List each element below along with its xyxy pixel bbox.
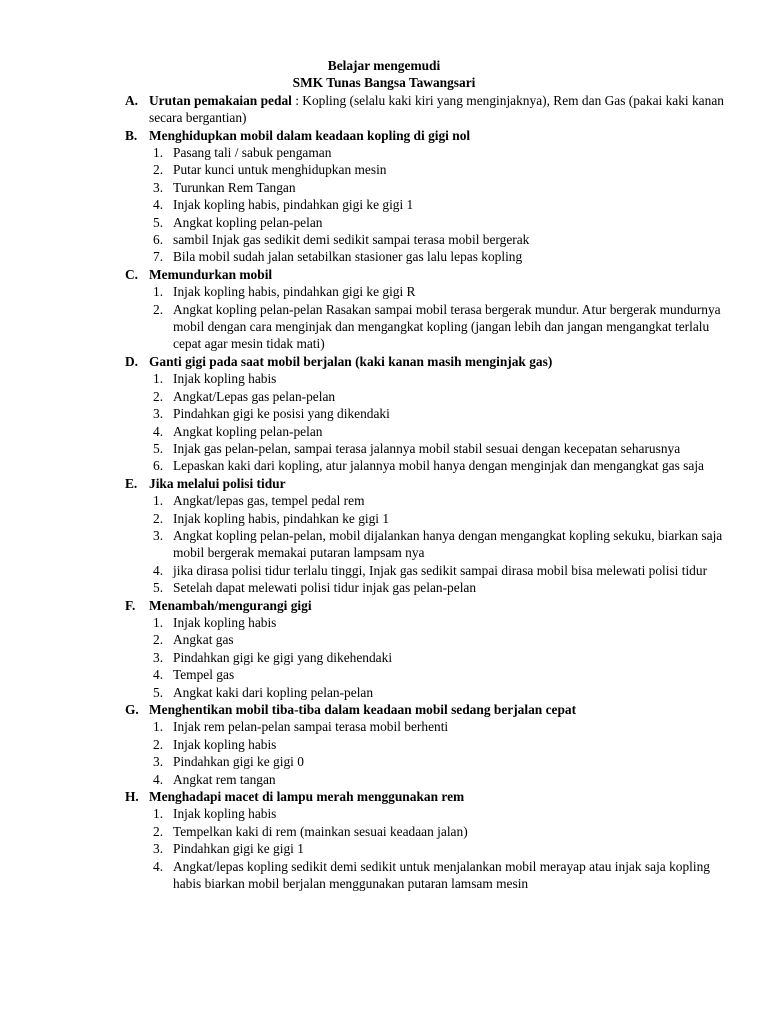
section-heading-line <box>149 701 725 718</box>
list-item <box>149 823 725 840</box>
step-number: 3. <box>153 649 164 665</box>
step-number: 3. <box>153 179 164 195</box>
step-number: 2. <box>153 162 164 178</box>
step-number: 5. <box>153 684 164 700</box>
step-number: 2. <box>153 736 164 752</box>
step-text: Bila mobil sudah jalan setabilkan stasioner gas lalu lepas kopling <box>173 249 523 265</box>
step-text: Angkat gas <box>173 632 234 648</box>
step-number: 3. <box>153 406 164 422</box>
list-item <box>149 196 725 213</box>
step-text: Injak kopling habis, pindahkan gigi ke gigi R <box>173 284 416 300</box>
step-text: Angkat rem tangan <box>173 771 276 787</box>
step-number: 4. <box>153 562 164 578</box>
section <box>125 597 725 701</box>
step-number: 1. <box>153 493 164 509</box>
step-text: Pindahkan gigi ke gigi 1 <box>173 841 304 857</box>
section-letter: G. <box>125 702 139 718</box>
section <box>125 475 725 597</box>
step-text: Angkat kaki dari kopling pelan-pelan <box>173 684 374 700</box>
list-item <box>149 840 725 857</box>
section-heading-line <box>149 788 725 805</box>
step-text: jika dirasa polisi tidur terlalu tinggi, Injak gas sedikit sampai dirasa mobil bisa melewati polisi tidur <box>173 562 708 578</box>
step-number: 1. <box>153 614 164 630</box>
document-title: Belajar mengemudi <box>327 58 441 73</box>
step-number: 1. <box>153 806 164 822</box>
section-heading-line <box>149 127 725 144</box>
document-body <box>125 92 725 893</box>
step-text: Injak kopling habis, pindahkan gigi ke gigi 1 <box>173 197 414 213</box>
step-text: sambil Injak gas sedikit demi sedikit sampai terasa mobil bergerak <box>173 232 530 248</box>
list-item <box>149 161 725 178</box>
section <box>125 788 725 892</box>
section-heading-line <box>149 475 725 492</box>
step-text: Pindahkan gigi ke gigi yang dikehendaki <box>173 649 393 665</box>
list-item <box>149 562 725 579</box>
section-heading: Urutan pemakaian pedal <box>149 92 292 108</box>
list-item <box>149 214 725 231</box>
section-letter: E. <box>125 475 138 491</box>
step-text: Injak kopling habis <box>173 806 277 822</box>
list-item <box>149 440 725 457</box>
step-text: Pindahkan gigi ke posisi yang dikendaki <box>173 406 390 422</box>
list-item <box>149 231 725 248</box>
step-list <box>149 283 725 353</box>
step-number: 2. <box>153 823 164 839</box>
section-heading: Ganti gigi pada saat mobil berjalan (kaki kanan masih menginjak gas) <box>149 353 553 369</box>
list-item <box>149 492 725 509</box>
step-number: 3. <box>153 527 164 543</box>
step-number: 2. <box>153 632 164 648</box>
step-number: 6. <box>153 458 164 474</box>
section-heading: Menghentikan mobil tiba-tiba dalam keadaan mobil sedang berjalan cepat <box>149 702 577 718</box>
list-item <box>149 718 725 735</box>
list-item <box>149 753 725 770</box>
step-text: Injak kopling habis <box>173 736 277 752</box>
step-number: 1. <box>153 145 164 161</box>
step-list <box>149 718 725 788</box>
step-number: 2. <box>153 301 164 317</box>
section-heading: Menghidupkan mobil dalam keadaan kopling di gigi nol <box>149 127 471 143</box>
step-text: Pindahkan gigi ke gigi 0 <box>173 754 304 770</box>
step-number: 1. <box>153 719 164 735</box>
step-list <box>149 370 725 474</box>
step-number: 4. <box>153 423 164 439</box>
step-number: 2. <box>153 510 164 526</box>
step-text: Angkat/lepas gas, tempel pedal rem <box>173 493 365 509</box>
section-letter: H. <box>125 789 139 805</box>
step-number: 7. <box>153 249 164 265</box>
list-item <box>149 631 725 648</box>
list-item <box>149 579 725 596</box>
section-letter: C. <box>125 266 139 282</box>
step-text: Tempelkan kaki di rem (mainkan sesuai keadaan jalan) <box>173 823 468 839</box>
step-list <box>149 144 725 266</box>
list-item <box>149 614 725 631</box>
step-text: Angkat kopling pelan-pelan <box>173 423 323 439</box>
section-letter: D. <box>125 353 139 369</box>
section <box>125 701 725 788</box>
list-item <box>149 423 725 440</box>
list-item <box>149 684 725 701</box>
section-heading-line <box>149 266 725 283</box>
step-text: Angkat kopling pelan-pelan <box>173 214 323 230</box>
section-heading-line <box>149 353 725 370</box>
section-heading-line <box>149 597 725 614</box>
list-item <box>149 405 725 422</box>
list-item <box>149 370 725 387</box>
step-text: Injak kopling habis <box>173 614 277 630</box>
step-text: Injak kopling habis, pindahkan ke gigi 1 <box>173 510 390 526</box>
step-list <box>149 492 725 596</box>
list-item <box>149 805 725 822</box>
list-item <box>149 527 725 562</box>
step-number: 5. <box>153 440 164 456</box>
section-heading: Menambah/mengurangi gigi <box>149 597 312 613</box>
step-text: Injak rem pelan-pelan sampai terasa mobil berhenti <box>173 719 449 735</box>
section-letter: B. <box>125 127 138 143</box>
step-text: Lepaskan kaki dari kopling, atur jalannya mobil hanya dengan menginjak dan mengangkat gas saja <box>173 458 704 474</box>
step-number: 4. <box>153 197 164 213</box>
step-text: Injak kopling habis <box>173 371 277 387</box>
step-text: Pasang tali / sabuk pengaman <box>173 145 332 161</box>
list-item <box>149 144 725 161</box>
step-number: 5. <box>153 214 164 230</box>
step-text: Angkat kopling pelan-pelan Rasakan sampai mobil terasa bergerak mundur. Atur bergerak mundurnya mobil dengan cara menginjak dan mengangkat kopling (jangan lebih dan jangan mengangkat terlalu cepat agar mesin tidak mati) <box>173 301 721 352</box>
section <box>125 92 725 127</box>
list-item <box>149 649 725 666</box>
step-number: 3. <box>153 754 164 770</box>
step-number: 5. <box>153 580 164 596</box>
step-text: Angkat/lepas kopling sedikit demi sedikit untuk menjalankan mobil merayap atau injak saja kopling habis biarkan mobil berjalan menggunakan putaran lamsam mesin <box>173 858 710 892</box>
list-item <box>149 510 725 527</box>
list-item <box>149 771 725 788</box>
section <box>125 127 725 266</box>
section-heading: Jika melalui polisi tidur <box>149 475 286 491</box>
list-item <box>149 283 725 300</box>
section-description: : Kopling (selalu kaki kiri yang menginjaknya), Rem dan Gas (pakai kaki kanan secara bergantian) <box>149 92 724 126</box>
step-text: Tempel gas <box>173 667 235 683</box>
list-item <box>149 736 725 753</box>
step-text: Putar kunci untuk menghidupkan mesin <box>173 162 387 178</box>
list-item <box>149 666 725 683</box>
step-number: 3. <box>153 841 164 857</box>
section <box>125 266 725 353</box>
document-subtitle: SMK Tunas Bangsa Tawangsari <box>292 75 476 91</box>
list-item <box>149 179 725 196</box>
list-item <box>149 457 725 474</box>
step-text: Turunkan Rem Tangan <box>173 179 296 195</box>
section-heading-line <box>149 92 725 127</box>
step-text: Angkat kopling pelan-pelan, mobil dijalankan hanya dengan mengangkat kopling sekuku, biarkan saja mobil bergerak memakai putaran lampsam nya <box>173 527 723 561</box>
step-text: Injak gas pelan-pelan, sampai terasa jalannya mobil stabil sesuai dengan kecepatan seharusnya <box>173 440 681 456</box>
list-item <box>149 388 725 405</box>
step-text: Angkat/Lepas gas pelan-pelan <box>173 388 336 404</box>
step-number: 1. <box>153 284 164 300</box>
section-letter: F. <box>125 597 136 613</box>
step-list <box>149 805 725 892</box>
list-item <box>149 301 725 353</box>
section-heading: Memundurkan mobil <box>149 266 273 282</box>
section <box>125 353 725 475</box>
step-number: 4. <box>153 667 164 683</box>
list-item <box>149 248 725 265</box>
step-number: 4. <box>153 858 164 874</box>
step-number: 1. <box>153 371 164 387</box>
section-heading: Menghadapi macet di lampu merah menggunakan rem <box>149 789 465 805</box>
step-number: 4. <box>153 771 164 787</box>
section-letter: A. <box>125 92 139 108</box>
step-number: 2. <box>153 388 164 404</box>
step-number: 6. <box>153 232 164 248</box>
list-item <box>149 858 725 893</box>
step-list <box>149 614 725 701</box>
step-text: Setelah dapat melewati polisi tidur injak gas pelan-pelan <box>173 580 477 596</box>
